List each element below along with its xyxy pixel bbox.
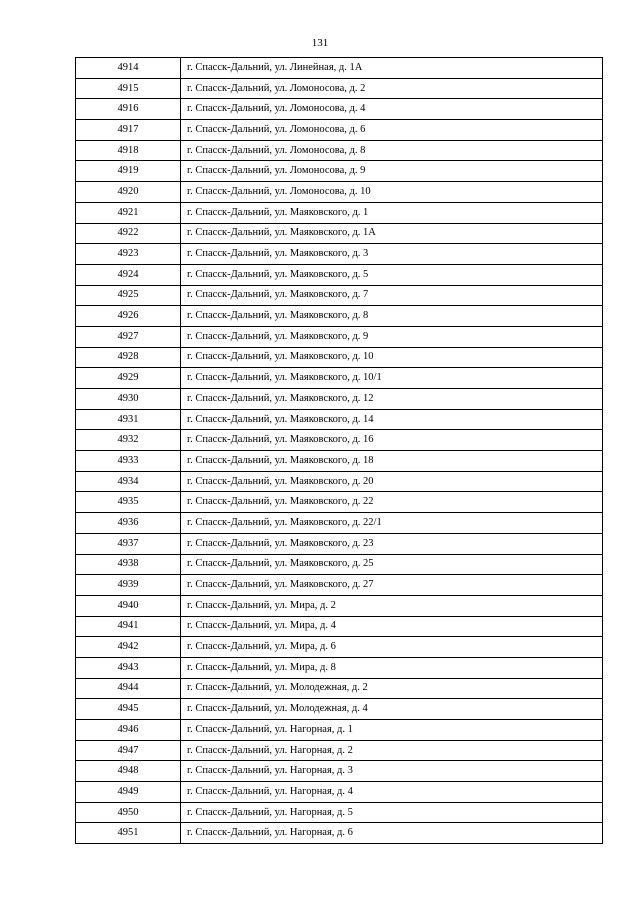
row-number-cell: 4949 [76, 782, 181, 803]
page-number: 131 [311, 37, 329, 49]
address-cell: г. Спасск-Дальний, ул. Маяковского, д. 10 [181, 347, 603, 368]
address-cell: г. Спасск-Дальний, ул. Маяковского, д. 3 [181, 244, 603, 265]
address-cell: г. Спасск-Дальний, ул. Молодежная, д. 2 [181, 678, 603, 699]
row-number-cell: 4942 [76, 637, 181, 658]
address-cell: г. Спасск-Дальний, ул. Маяковского, д. 20 [181, 471, 603, 492]
address-cell: г. Спасск-Дальний, ул. Маяковского, д. 12 [181, 389, 603, 410]
table-row [76, 285, 603, 306]
row-number-cell: 4918 [76, 140, 181, 161]
table-row [76, 58, 603, 79]
row-number-cell: 4922 [76, 223, 181, 244]
address-cell: г. Спасск-Дальний, ул. Ломоносова, д. 8 [181, 140, 603, 161]
row-number-cell: 4916 [76, 99, 181, 120]
row-number-cell: 4950 [76, 802, 181, 823]
address-cell: г. Спасск-Дальний, ул. Маяковского, д. 18 [181, 451, 603, 472]
row-number-cell: 4932 [76, 430, 181, 451]
table-row [76, 492, 603, 513]
table-row [76, 802, 603, 823]
table-row [76, 120, 603, 141]
row-number-cell: 4937 [76, 533, 181, 554]
address-cell: г. Спасск-Дальний, ул. Ломоносова, д. 9 [181, 161, 603, 182]
table-row [76, 678, 603, 699]
table-row [76, 533, 603, 554]
address-table-body [76, 58, 603, 844]
row-number-cell: 4948 [76, 761, 181, 782]
table-row [76, 202, 603, 223]
table-row [76, 575, 603, 596]
address-cell: г. Спасск-Дальний, ул. Маяковского, д. 22 [181, 492, 603, 513]
row-number-cell: 4927 [76, 326, 181, 347]
row-number-cell: 4935 [76, 492, 181, 513]
table-row [76, 471, 603, 492]
row-number-cell: 4934 [76, 471, 181, 492]
table-row [76, 347, 603, 368]
table-row [76, 513, 603, 534]
table-row [76, 182, 603, 203]
row-number-cell: 4936 [76, 513, 181, 534]
row-number-cell: 4933 [76, 451, 181, 472]
address-cell: г. Спасск-Дальний, ул. Молодежная, д. 4 [181, 699, 603, 720]
row-number-cell: 4917 [76, 120, 181, 141]
row-number-cell: 4924 [76, 264, 181, 285]
address-cell: г. Спасск-Дальний, ул. Маяковского, д. 7 [181, 285, 603, 306]
row-number-cell: 4931 [76, 409, 181, 430]
address-cell: г. Спасск-Дальний, ул. Маяковского, д. 22/1 [181, 513, 603, 534]
address-cell: г. Спасск-Дальний, ул. Маяковского, д. 25 [181, 554, 603, 575]
row-number-cell: 4943 [76, 657, 181, 678]
table-row [76, 99, 603, 120]
address-cell: г. Спасск-Дальний, ул. Маяковского, д. 5 [181, 264, 603, 285]
address-cell: г. Спасск-Дальний, ул. Ломоносова, д. 10 [181, 182, 603, 203]
address-cell: г. Спасск-Дальний, ул. Маяковского, д. 9 [181, 326, 603, 347]
row-number-cell: 4946 [76, 720, 181, 741]
row-number-cell: 4938 [76, 554, 181, 575]
table-row [76, 223, 603, 244]
row-number-cell: 4941 [76, 616, 181, 637]
row-number-cell: 4923 [76, 244, 181, 265]
table-row [76, 782, 603, 803]
table-row [76, 409, 603, 430]
row-number-cell: 4945 [76, 699, 181, 720]
table-row [76, 140, 603, 161]
address-cell: г. Спасск-Дальний, ул. Нагорная, д. 5 [181, 802, 603, 823]
row-number-cell: 4944 [76, 678, 181, 699]
table-row [76, 368, 603, 389]
table-row [76, 699, 603, 720]
row-number-cell: 4926 [76, 306, 181, 327]
row-number-cell: 4925 [76, 285, 181, 306]
address-cell: г. Спасск-Дальний, ул. Маяковского, д. 27 [181, 575, 603, 596]
address-cell: г. Спасск-Дальний, ул. Маяковского, д. 10/1 [181, 368, 603, 389]
table-row [76, 616, 603, 637]
table-row [76, 554, 603, 575]
row-number-cell: 4915 [76, 78, 181, 99]
table-row [76, 740, 603, 761]
address-cell: г. Спасск-Дальний, ул. Маяковского, д. 1 [181, 202, 603, 223]
table-row [76, 389, 603, 410]
address-cell: г. Спасск-Дальний, ул. Ломоносова, д. 2 [181, 78, 603, 99]
row-number-cell: 4930 [76, 389, 181, 410]
address-cell: г. Спасск-Дальний, ул. Мира, д. 2 [181, 595, 603, 616]
table-row [76, 823, 603, 844]
table-row [76, 657, 603, 678]
address-cell: г. Спасск-Дальний, ул. Нагорная, д. 3 [181, 761, 603, 782]
address-cell: г. Спасск-Дальний, ул. Мира, д. 6 [181, 637, 603, 658]
row-number-cell: 4921 [76, 202, 181, 223]
table-row [76, 78, 603, 99]
table-row [76, 451, 603, 472]
table-row [76, 430, 603, 451]
row-number-cell: 4929 [76, 368, 181, 389]
table-row [76, 306, 603, 327]
address-cell: г. Спасск-Дальний, ул. Ломоносова, д. 6 [181, 120, 603, 141]
row-number-cell: 4919 [76, 161, 181, 182]
table-row [76, 595, 603, 616]
address-cell: г. Спасск-Дальний, ул. Маяковского, д. 23 [181, 533, 603, 554]
address-cell: г. Спасск-Дальний, ул. Маяковского, д. 16 [181, 430, 603, 451]
row-number-cell: 4940 [76, 595, 181, 616]
address-cell: г. Спасск-Дальний, ул. Маяковского, д. 1А [181, 223, 603, 244]
table-row [76, 326, 603, 347]
row-number-cell: 4920 [76, 182, 181, 203]
address-cell: г. Спасск-Дальний, ул. Нагорная, д. 1 [181, 720, 603, 741]
table-row [76, 637, 603, 658]
table-row [76, 761, 603, 782]
address-cell: г. Спасск-Дальний, ул. Мира, д. 8 [181, 657, 603, 678]
table-row [76, 244, 603, 265]
row-number-cell: 4951 [76, 823, 181, 844]
address-cell: г. Спасск-Дальний, ул. Маяковского, д. 8 [181, 306, 603, 327]
row-number-cell: 4947 [76, 740, 181, 761]
row-number-cell: 4928 [76, 347, 181, 368]
table-row [76, 720, 603, 741]
row-number-cell: 4914 [76, 58, 181, 79]
address-cell: г. Спасск-Дальний, ул. Нагорная, д. 2 [181, 740, 603, 761]
address-cell: г. Спасск-Дальний, ул. Нагорная, д. 4 [181, 782, 603, 803]
address-cell: г. Спасск-Дальний, ул. Нагорная, д. 6 [181, 823, 603, 844]
address-cell: г. Спасск-Дальний, ул. Ломоносова, д. 4 [181, 99, 603, 120]
address-table [75, 57, 603, 844]
table-row [76, 161, 603, 182]
address-cell: г. Спасск-Дальний, ул. Мира, д. 4 [181, 616, 603, 637]
table-row [76, 264, 603, 285]
address-cell: г. Спасск-Дальний, ул. Линейная, д. 1А [181, 58, 603, 79]
row-number-cell: 4939 [76, 575, 181, 596]
address-cell: г. Спасск-Дальний, ул. Маяковского, д. 14 [181, 409, 603, 430]
